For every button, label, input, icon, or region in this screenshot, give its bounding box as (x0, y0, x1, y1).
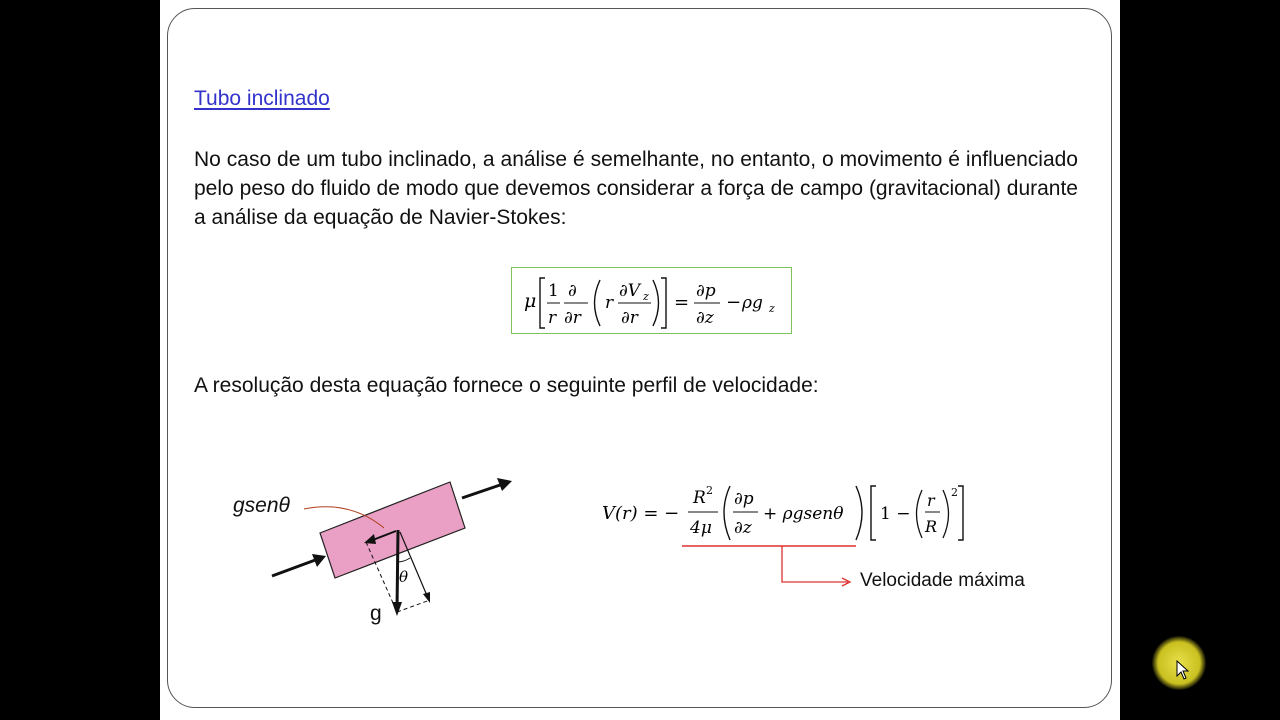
max-velocity-annotation-lines (680, 540, 860, 590)
eq1-sub-z2: z (769, 302, 775, 315)
eq1-dr2: ∂r (621, 308, 638, 328)
eq1-dz: ∂z (696, 308, 714, 328)
navier-stokes-equation (512, 268, 793, 335)
eq2-lhs: V(r) = − (602, 503, 680, 524)
eq1-partial: ∂ (568, 281, 577, 301)
eq2-four-mu: 4μ (690, 518, 712, 538)
eq2-plus-term: + ρgsenθ (763, 504, 844, 524)
result-paragraph: A resolução desta equação fornece o seguinte perfil de velocidade: (194, 374, 819, 397)
slide-area (160, 0, 1120, 720)
gravity-arrow-icon (392, 602, 402, 616)
eq2-r: r (927, 491, 935, 510)
eq1-equals: = (674, 292, 690, 313)
tube-body (320, 482, 465, 578)
eq1-one: 1 (548, 281, 559, 301)
eq1-dr: ∂r (564, 308, 581, 328)
eq2-dz: ∂z (734, 518, 752, 538)
intro-paragraph: No caso de um tubo inclinado, a análise é semelhante, no entanto, o movimento é influenciado pelo peso do fluido de modo que devemos considerar a força de campo (gravitacional) durante a análise da equação de Navier-Stokes: (194, 148, 1078, 229)
eq2-R: R (693, 488, 706, 508)
eq1-dp: ∂p (696, 281, 716, 301)
gsen-label: gsenθ (233, 494, 290, 517)
eq1-dvz: ∂V (619, 281, 641, 301)
eq2-one-minus: 1 − (880, 504, 911, 524)
eq1-mu: μ (524, 290, 537, 312)
eq1-sub-z: z (643, 290, 649, 303)
eq1-minus: − (726, 292, 742, 313)
navier-stokes-equation-box (511, 267, 792, 334)
gravity-label: g (370, 602, 382, 625)
eq1-rho-g: ρg (742, 293, 763, 313)
eq1-r: r (548, 308, 557, 328)
mouse-cursor-icon (1176, 660, 1190, 680)
eq2-dp: ∂p (734, 489, 754, 509)
slide-title-link[interactable]: Tubo inclinado (194, 87, 330, 110)
inclined-tube-diagram (260, 470, 530, 630)
eq2-exp2-b: 2 (951, 486, 958, 499)
theta-label: θ (399, 568, 409, 586)
max-velocity-label: Velocidade máxima (860, 570, 1025, 591)
eq2-R-denom: R (925, 517, 938, 536)
eq1-r2: r (605, 293, 614, 313)
eq2-exp2: 2 (706, 484, 713, 497)
